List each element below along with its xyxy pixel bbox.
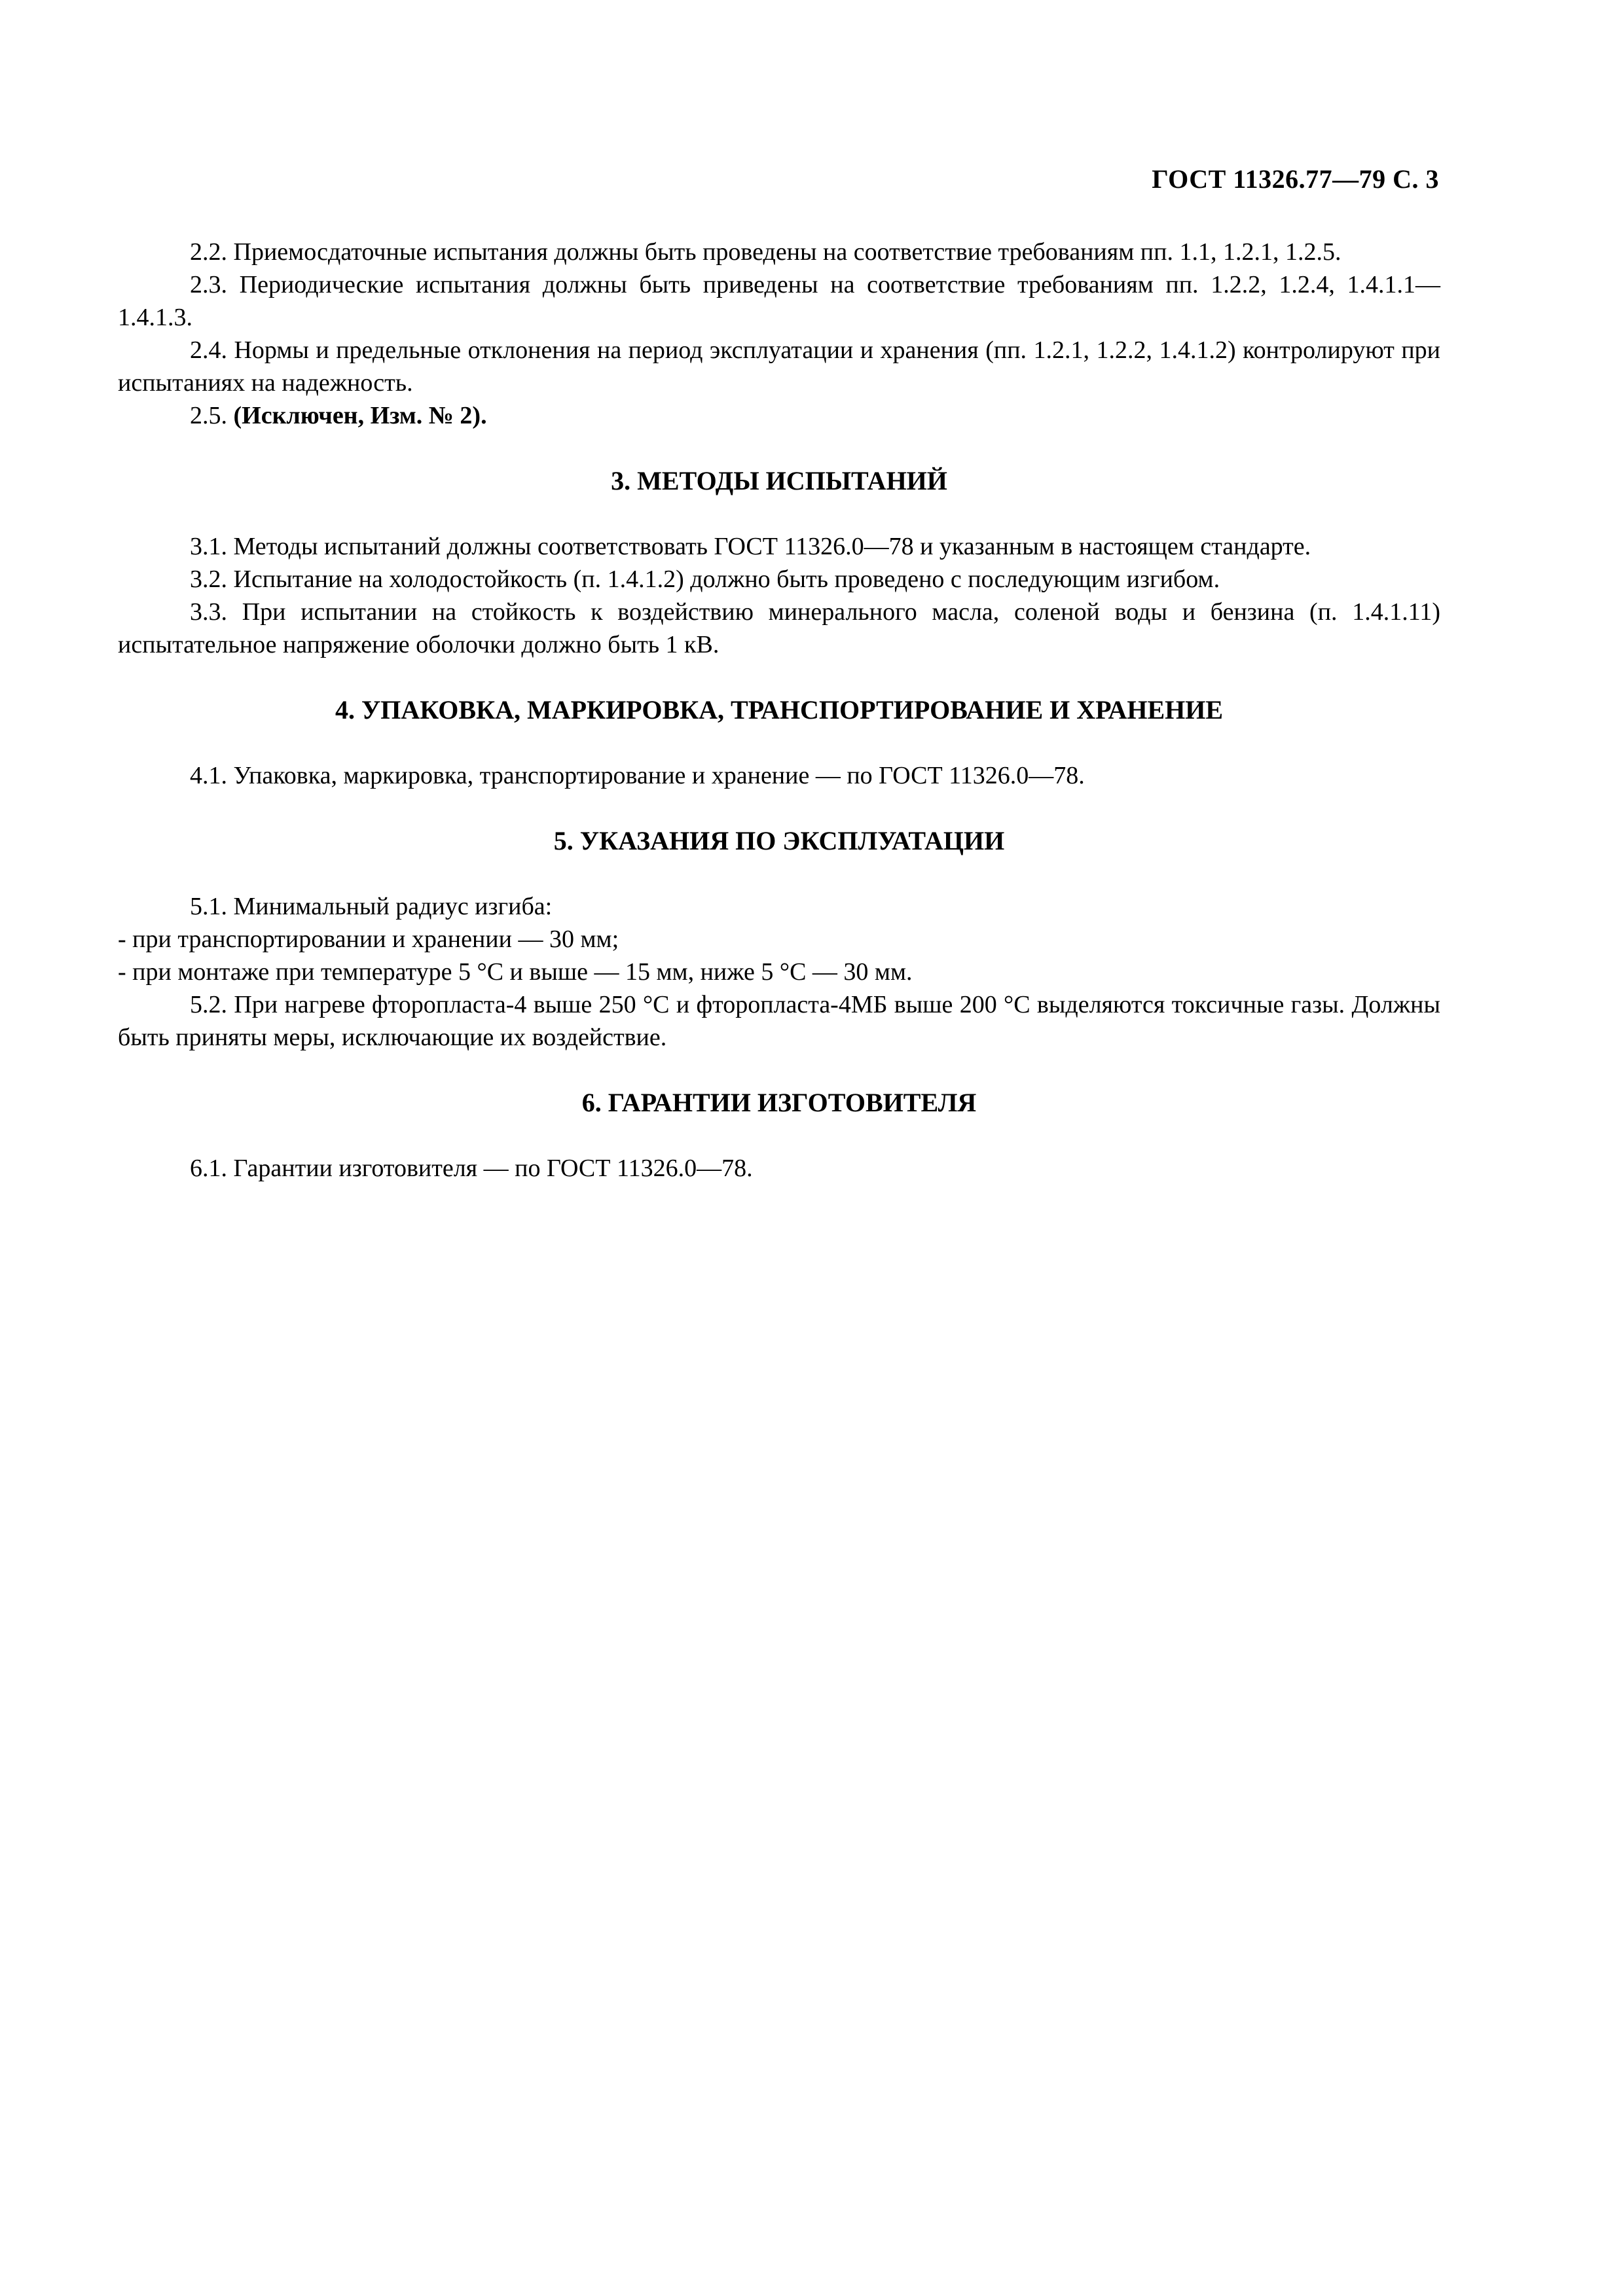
section-6-title: 6. ГАРАНТИИ ИЗГОТОВИТЕЛЯ <box>581 1088 977 1117</box>
paragraph-2-5 <box>118 399 1440 432</box>
section-5-title: 5. УКАЗАНИЯ ПО ЭКСПЛУАТАЦИИ <box>553 826 1005 855</box>
section-3-title: 3. МЕТОДЫ ИСПЫТАНИЙ <box>611 466 947 495</box>
paragraph-2-5-note: (Исключен, Изм. № 2). <box>233 402 487 429</box>
paragraph-6-1: 6.1. Гарантии изготовителя — по ГОСТ 11326.0—78. <box>190 1155 753 1182</box>
paragraph-4-1: 4.1. Упаковка, маркировка, транспортирование и хранение — по ГОСТ 11326.0—78. <box>190 762 1085 789</box>
paragraph-2-3: 2.3. Периодические испытания должны быть приведены на соответствие требованиям пп. 1.2.2, 1.2.4, 1.4.1.1—1.4.1.3. <box>118 271 1440 331</box>
paragraph-2-5-number: 2.5. <box>190 402 234 429</box>
paragraph-2-2: 2.2. Приемосдаточные испытания должны быть проведены на соответствие требованиям пп. 1.1, 1.2.1, 1.2.5. <box>190 238 1341 266</box>
paragraph-2-4: 2.4. Нормы и предельные отклонения на период эксплуатации и хранения (пп. 1.2.1, 1.2.2, 1.4.1.2) контролируют при испытаниях на надежность. <box>118 336 1440 397</box>
section-4-title: 4. УПАКОВКА, МАРКИРОВКА, ТРАНСПОРТИРОВАНИЕ И ХРАНЕНИЕ <box>335 695 1224 725</box>
paragraph-3-2: 3.2. Испытание на холодостойкость (п. 1.4.1.2) должно быть проведено с последующим изгибом. <box>190 565 1220 593</box>
document-body <box>118 236 1440 1185</box>
paragraph-5-1: 5.1. Минимальный радиус изгиба: <box>190 893 553 920</box>
paragraph-5-2: 5.2. При нагреве фторопласта-4 выше 250 °С и фторопласта-4МБ выше 200 °С выделяются токсичные газы. Должны быть приняты меры, исключающие их воздействие. <box>118 991 1440 1051</box>
page-header: ГОСТ 11326.77—79 С. 3 <box>1152 164 1439 194</box>
list-item-5-1-a: - при транспортировании и хранении — 30 мм; <box>118 925 619 953</box>
paragraph-3-3: 3.3. При испытании на стойкость к воздействию минерального масла, соленой воды и бензина (п. 1.4.1.11) испытательное напряжение оболочки должно быть 1 кВ. <box>118 598 1440 658</box>
list-item-5-1-b: - при монтаже при температуре 5 °С и выше — 15 мм, ниже 5 °С — 30 мм. <box>118 958 913 986</box>
paragraph-3-1: 3.1. Методы испытаний должны соответствовать ГОСТ 11326.0—78 и указанным в настоящем стандарте. <box>190 533 1311 560</box>
